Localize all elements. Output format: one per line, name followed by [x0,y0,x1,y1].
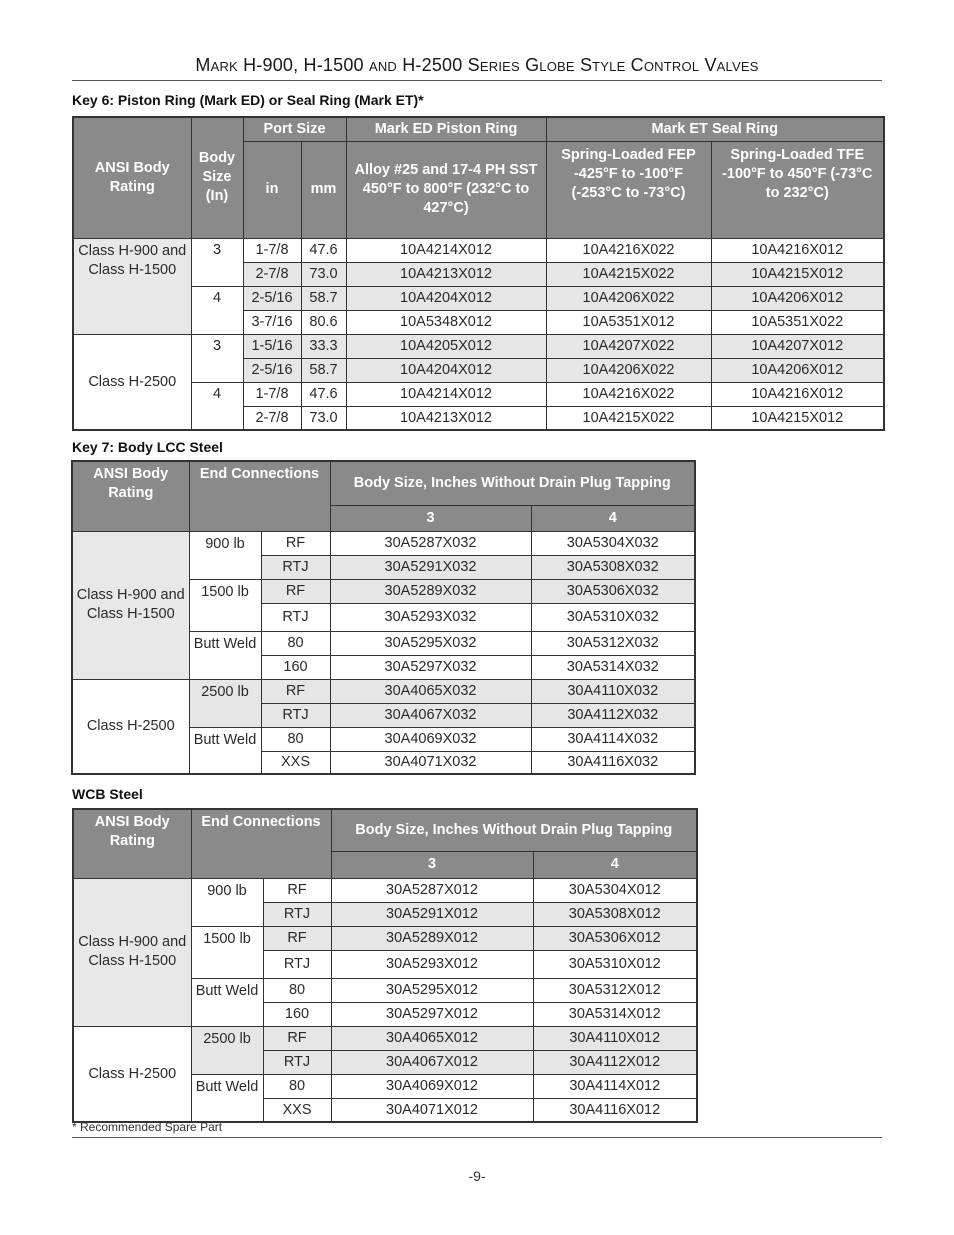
key7-header-ansi: ANSI Body Rating [72,461,189,531]
table-cell: RF [263,1026,331,1050]
table-cell: RF [261,531,330,555]
table-cell: 30A4069X032 [330,727,531,751]
table-cell: RF [261,679,330,703]
wcb-end-1500lb: 1500 lb [191,926,263,978]
key6-body-size: 4 [191,286,243,334]
table-cell: 30A5291X032 [330,555,531,579]
table-cell: 10A4213X012 [346,406,546,430]
table-cell: 10A4205X012 [346,334,546,358]
table-cell: RTJ [261,703,330,727]
table-cell: 30A5304X032 [531,531,695,555]
table-cell: 30A5287X012 [331,878,533,902]
table-cell: 30A4114X012 [533,1074,697,1098]
table-cell: RTJ [263,1050,331,1074]
footnote: * Recommended Spare Part [72,1120,223,1134]
table-cell: RF [261,579,330,603]
table-cell: RTJ [261,603,330,631]
wcb-end-2500lb: 2500 lb [191,1026,263,1074]
table-cell: 30A4112X012 [533,1050,697,1074]
key6-header-port-size: Port Size [243,117,346,141]
table-cell: 160 [261,655,330,679]
table-cell: 30A5297X012 [331,1002,533,1026]
table-cell: 30A4071X012 [331,1098,533,1122]
table-cell: 33.3 [301,334,346,358]
key6-rating-h900-h1500: Class H-900 and Class H-1500 [73,238,191,334]
table-cell: 30A4116X012 [533,1098,697,1122]
table-cell: 10A4204X012 [346,358,546,382]
table-cell: 2-5/16 [243,358,301,382]
table-cell: 10A4216X012 [711,382,884,406]
table-cell: 10A4206X022 [546,358,711,382]
key7-end-900lb: 900 lb [189,531,261,579]
key7-end-1500lb: 1500 lb [189,579,261,631]
table-cell: 30A5310X012 [533,950,697,978]
table-cell: 30A5314X032 [531,655,695,679]
table-cell: 10A4204X012 [346,286,546,310]
table-cell: 10A4215X012 [711,406,884,430]
key6-header-fep: Spring-Loaded FEP -425°F to -100°F (-253°C to -73°C) [546,141,711,238]
table-cell: 10A4206X012 [711,358,884,382]
table-cell: 30A5289X012 [331,926,533,950]
table-cell: 10A5348X012 [346,310,546,334]
table-cell: 30A5310X032 [531,603,695,631]
table-cell: 10A4216X012 [711,238,884,262]
table-cell: 10A4216X022 [546,238,711,262]
key6-header-mm: mm [301,141,346,238]
key7-rating-h900-h1500: Class H-900 and Class H-1500 [72,531,189,679]
page-title: Mark H-900, H-1500 and H-2500 Series Globe Style Control Valves [195,55,759,75]
wcb-rating-h900-h1500: Class H-900 and Class H-1500 [73,878,191,1026]
key7-header-size-4: 4 [531,505,695,531]
key6-rating-h2500: Class H-2500 [73,334,191,430]
key7-end-2500lb: 2500 lb [189,679,261,727]
key7-header-end: End Connections [189,461,330,531]
table-cell: 10A5351X012 [546,310,711,334]
table-cell: 1-7/8 [243,382,301,406]
table-cell: 30A4110X012 [533,1026,697,1050]
table-cell: 30A5293X032 [330,603,531,631]
table-cell: 10A4206X022 [546,286,711,310]
key6-body-size: 4 [191,382,243,430]
key6-header-mark-et: Mark ET Seal Ring [546,117,884,141]
table-cell: 30A4116X032 [531,751,695,774]
table-cell: 10A4206X012 [711,286,884,310]
key7-title: Key 7: Body LCC Steel [72,439,223,455]
table-cell: 10A4207X022 [546,334,711,358]
wcb-end-900lb: 900 lb [191,878,263,926]
wcb-title: WCB Steel [72,786,143,802]
table-cell: 30A5314X012 [533,1002,697,1026]
table-cell: 30A5304X012 [533,878,697,902]
table-cell: 30A4065X012 [331,1026,533,1050]
table-cell: 10A4214X012 [346,238,546,262]
table-cell: 10A4214X012 [346,382,546,406]
table-cell: 47.6 [301,382,346,406]
key6-header-body-size: Body Size (In) [191,117,243,238]
table-cell: 80 [263,978,331,1002]
wcb-header-ansi: ANSI Body Rating [73,809,191,878]
table-cell: 58.7 [301,286,346,310]
key6-table [72,116,885,431]
key7-header-body-size: Body Size, Inches Without Drain Plug Tapping [330,461,695,505]
key7-end-butt-weld: Butt Weld [189,727,261,774]
table-cell: 10A5351X022 [711,310,884,334]
table-cell: 30A5308X032 [531,555,695,579]
wcb-end-butt-weld: Butt Weld [191,1074,263,1122]
table-cell: 2-5/16 [243,286,301,310]
table-cell: 10A4215X022 [546,406,711,430]
wcb-table [72,808,698,1123]
table-cell: 30A5297X032 [330,655,531,679]
table-cell: 30A4065X032 [330,679,531,703]
table-cell: 30A5308X012 [533,902,697,926]
table-cell: 73.0 [301,262,346,286]
table-cell: 30A5287X032 [330,531,531,555]
table-cell: 1-7/8 [243,238,301,262]
wcb-rating-h2500: Class H-2500 [73,1026,191,1122]
table-cell: 10A4215X012 [711,262,884,286]
table-cell: 30A5306X012 [533,926,697,950]
wcb-header-end: End Connections [191,809,331,878]
table-cell: 2-7/8 [243,262,301,286]
key6-header-alloy: Alloy #25 and 17-4 PH SST 450°F to 800°F (232°C to 427°C) [346,141,546,238]
table-cell: 30A5289X032 [330,579,531,603]
table-cell: 10A4216X022 [546,382,711,406]
table-cell: XXS [263,1098,331,1122]
table-cell: 30A4112X032 [531,703,695,727]
table-cell: RTJ [261,555,330,579]
table-cell: 3-7/16 [243,310,301,334]
table-cell: 30A4067X012 [331,1050,533,1074]
wcb-header-size-3: 3 [331,851,533,878]
key6-body-size: 3 [191,334,243,382]
table-cell: 30A5295X012 [331,978,533,1002]
table-cell: 30A5293X012 [331,950,533,978]
key6-header-tfe: Spring-Loaded TFE -100°F to 450°F (-73°C to 232°C) [711,141,884,238]
key7-header-size-3: 3 [330,505,531,531]
key7-end-butt-weld: Butt Weld [189,631,261,679]
table-cell: 30A4069X012 [331,1074,533,1098]
key6-body-size: 3 [191,238,243,286]
table-cell: 80 [261,631,330,655]
table-cell: 58.7 [301,358,346,382]
table-cell: 30A5291X012 [331,902,533,926]
header-rule [72,80,882,81]
wcb-header-size-4: 4 [533,851,697,878]
key6-header-mark-ed: Mark ED Piston Ring [346,117,546,141]
table-cell: RF [263,926,331,950]
table-cell: 30A4071X032 [330,751,531,774]
wcb-header-body-size: Body Size, Inches Without Drain Plug Tapping [331,809,697,851]
table-cell: 80 [263,1074,331,1098]
table-cell: 160 [263,1002,331,1026]
key6-title: Key 6: Piston Ring (Mark ED) or Seal Ring (Mark ET)* [72,92,424,108]
table-cell: 30A4114X032 [531,727,695,751]
table-cell: 47.6 [301,238,346,262]
table-cell: 10A4213X012 [346,262,546,286]
key6-header-in: in [243,141,301,238]
footer-rule [72,1137,882,1138]
key7-rating-h2500: Class H-2500 [72,679,189,774]
table-cell: 30A4067X032 [330,703,531,727]
table-cell: RTJ [263,902,331,926]
table-cell: 80.6 [301,310,346,334]
table-cell: 2-7/8 [243,406,301,430]
key7-table [71,460,696,775]
table-cell: 10A4207X012 [711,334,884,358]
table-cell: 30A5312X032 [531,631,695,655]
table-cell: 80 [261,727,330,751]
table-cell: 30A5295X032 [330,631,531,655]
key6-header-ansi: ANSI Body Rating [73,117,191,238]
table-cell: RF [263,878,331,902]
table-cell: 1-5/16 [243,334,301,358]
table-cell: 30A4110X032 [531,679,695,703]
table-cell: 30A5306X032 [531,579,695,603]
table-cell: 73.0 [301,406,346,430]
table-cell: 30A5312X012 [533,978,697,1002]
wcb-end-butt-weld: Butt Weld [191,978,263,1026]
table-cell: RTJ [263,950,331,978]
page-number: -9- [468,1168,486,1184]
table-cell: XXS [261,751,330,774]
table-cell: 10A4215X022 [546,262,711,286]
